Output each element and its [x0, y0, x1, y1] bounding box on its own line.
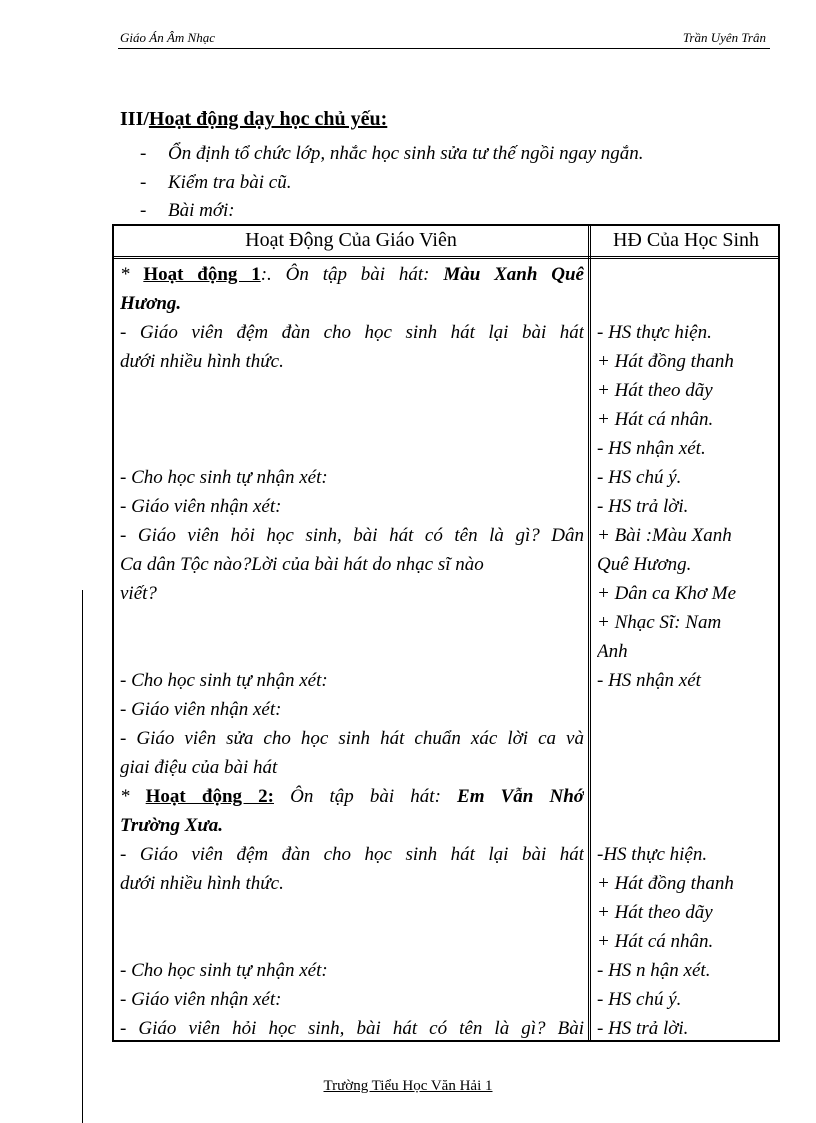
text-line: - Cho học sinh tự nhận xét: [120, 960, 328, 981]
student-line: Quê Hương. [597, 554, 692, 575]
activity-2-heading: * Hoạt động 2: Ôn tập bài hát: Em Vẫn Nhớ [120, 786, 584, 807]
student-line: - HS n hận xét. [597, 960, 711, 981]
student-line: - HS chú ý. [597, 467, 682, 488]
blank-line [597, 811, 777, 840]
text-line: Ca dân Tộc nào?Lời của bài hát do nhạc sĩ nào [120, 554, 484, 575]
text-line: Trường Xưa. [120, 815, 223, 836]
text-line: - Giáo viên hỏi học sinh, bài hát có tên là gì? Dân [120, 525, 584, 546]
text-line: - Cho học sinh tự nhận xét: [120, 467, 328, 488]
student-line: - HS chú ý. [597, 989, 682, 1010]
student-line: - HS trả lời. [597, 496, 689, 517]
text-line: - Giáo viên sửa cho học sinh hát chuẩn xác lời ca và [120, 728, 584, 749]
blank-line [597, 753, 777, 782]
text-line: - Cho học sinh tự nhận xét: [120, 670, 328, 691]
blank-line [120, 434, 584, 463]
student-line: + Nhạc Sĩ: Nam [597, 612, 722, 633]
teacher-column-header: Hoạt Động Của Giáo Viên [245, 229, 457, 251]
blank-line [597, 695, 777, 724]
section-title [120, 108, 387, 131]
header-rule [118, 48, 770, 49]
student-line: + Dân ca Khơ Me [597, 583, 737, 604]
intro-item: - Kiểm tra bài cũ. [140, 171, 292, 193]
blank-line [120, 927, 584, 956]
text-line: dưới nhiều hình thức. [120, 873, 284, 894]
teacher-activities [120, 260, 584, 1043]
student-activities [597, 260, 777, 1043]
activity-1-heading: * Hoạt động 1:. Ôn tập bài hát: Màu Xanh Quê [120, 264, 584, 285]
student-line: - HS nhận xét. [597, 438, 706, 459]
student-line: + Hát đồng thanh [597, 873, 734, 894]
blank-line [597, 782, 777, 811]
student-line: + Hát theo dãy [597, 902, 713, 923]
student-line: + Hát cá nhân. [597, 931, 714, 952]
table-column-divider [588, 226, 591, 1040]
lesson-table [112, 224, 780, 1042]
section-heading: Hoạt động dạy học chủ yếu: [148, 108, 388, 130]
table-header-divider [114, 256, 778, 259]
blank-line [120, 608, 584, 637]
student-line: - HS nhận xét [597, 670, 701, 691]
student-line: + Bài :Màu Xanh [597, 525, 732, 546]
text-line: dưới nhiều hình thức. [120, 351, 284, 372]
text-line: - Giáo viên đệm đàn cho học sinh hát lại bài hát [120, 844, 584, 865]
blank-line [597, 289, 777, 318]
intro-item: - Ổn định tổ chức lớp, nhắc học sinh sửa tư thế ngồi ngay ngắn. [140, 143, 644, 164]
text-line: - Giáo viên nhận xét: [120, 989, 282, 1010]
intro-list [140, 140, 644, 226]
student-line: + Hát đồng thanh [597, 351, 734, 372]
margin-rule [82, 590, 83, 1123]
text-line: - Giáo viên nhận xét: [120, 699, 282, 720]
text-line: giai điệu của bài hát [120, 757, 278, 778]
student-line: Anh [597, 641, 628, 662]
text-line: - Giáo viên hỏi học sinh, bài hát có tên là gì? Bài [120, 1018, 584, 1039]
blank-line [120, 898, 584, 927]
blank-line [120, 637, 584, 666]
blank-line [597, 724, 777, 753]
header-author: Trần Uyên Trân [682, 30, 766, 45]
student-line: - HS thực hiện. [597, 322, 712, 343]
header-subject: Giáo Án Âm Nhạc [120, 30, 215, 45]
text-line: - Giáo viên nhận xét: [120, 496, 282, 517]
section-prefix: III/ [120, 108, 149, 130]
student-column-header: HĐ Của Học Sinh [612, 229, 760, 251]
text-line: Hương. [120, 293, 182, 314]
blank-line [120, 405, 584, 434]
blank-line [120, 376, 584, 405]
student-line: + Hát theo dãy [597, 380, 713, 401]
blank-line [597, 260, 777, 289]
student-line: - HS trả lời. [597, 1018, 689, 1039]
text-line: - Giáo viên đệm đàn cho học sinh hát lại bài hát [120, 322, 584, 343]
footer-school: Trường Tiểu Học Văn Hải 1 [323, 1078, 493, 1094]
student-line: -HS thực hiện. [597, 844, 708, 865]
text-line: viết? [120, 583, 157, 604]
student-line: + Hát cá nhân. [597, 409, 714, 430]
intro-item: - Bài mới: [140, 200, 235, 221]
